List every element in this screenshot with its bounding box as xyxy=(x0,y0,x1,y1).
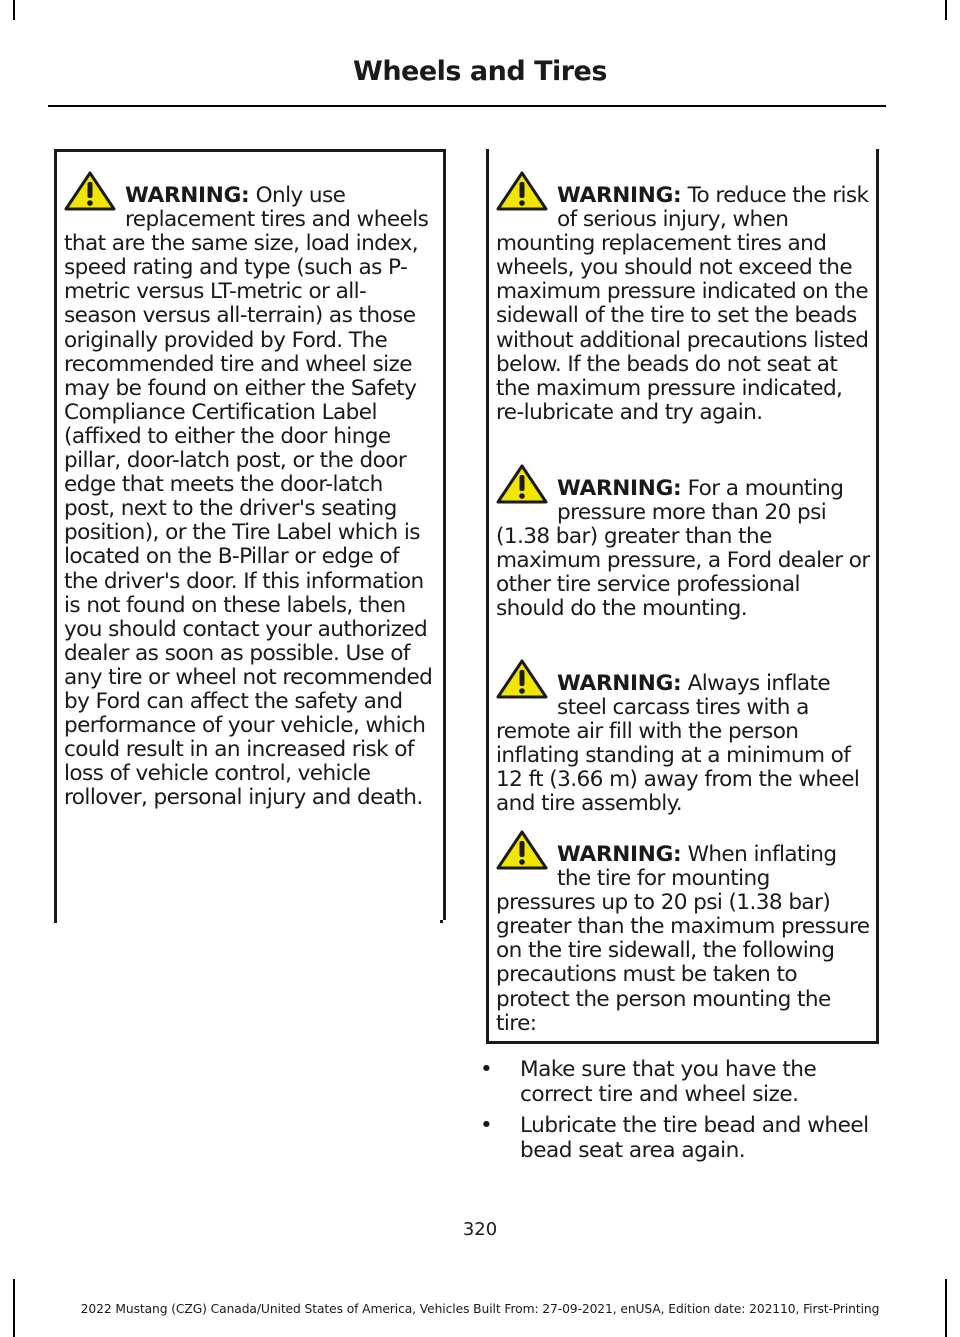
crop-mark-top-right xyxy=(945,0,947,20)
warning-triangle-icon xyxy=(496,171,548,211)
warning-triangle-icon xyxy=(64,171,116,211)
warning-text: To reduce the risk of serious injury, when mounting replacement tires and wheels, you should not exceed the maximum pressure indicated on the sidewall of the tire to set the beads without additional precautions listed below. If the beads do not seat at the maximum pressure indicated, re-lubricate and try again. xyxy=(496,183,869,425)
page-title: Wheels and Tires xyxy=(353,56,607,87)
warning-label: WARNING: xyxy=(557,671,682,696)
warning-text: Only use replacement tires and wheels that are the same size, load index, speed rating and type (such as P-metric versus LT-metric or all-season versus all-terrain) as those originally provided by Ford. The recommended tire and wheel size may be found on either the Safety Compliance Certification Label (affixed to either the door hinge pillar, door-latch post, or the door edge that meets the door-latch post, next to the driver's seating position), or the Tire Label which is located on the B-Pillar or edge of the driver's door. If this information is not found on these labels, then you should contact your authorized dealer as soon as possible. Use of any tire or wheel not recommended by Ford can affect the safety and performance of your vehicle, which could result in an increased risk of loss of vehicle control, vehicle rollover, personal injury and death. xyxy=(64,183,433,811)
page-footer: 2022 Mustang (CZG) Canada/United States of America, Vehicles Built From: 27-09-2021, enUSA, Edition date: 202110, First-Printing xyxy=(80,1302,880,1316)
precautions-list xyxy=(476,1058,876,1170)
warning-label: WARNING: xyxy=(557,183,682,208)
warning-text: For a mounting pressure more than 20 psi (1.38 bar) greater than the maximum pressure, a Ford dealer or other tire service professional should do the mounting. xyxy=(496,476,870,622)
warning-triangle-icon xyxy=(496,830,548,870)
list-item: • Make sure that you have the correct tire and wheel size. xyxy=(476,1058,876,1107)
right-warning-4 xyxy=(496,843,870,1036)
crop-mark-top-left xyxy=(13,0,15,20)
list-item: • Lubricate the tire bead and wheel bead seat area again. xyxy=(476,1114,876,1163)
left-warning-box-bottom-right xyxy=(440,920,443,923)
right-warning-1 xyxy=(496,184,870,425)
left-warning xyxy=(64,184,438,810)
warning-text: When inflating the tire for mounting pressures up to 20 psi (1.38 bar) greater than the maximum pressure on the tire sidewall, the following precautions must be taken to protect the person mounting the tire: xyxy=(496,842,870,1036)
warning-label: WARNING: xyxy=(125,183,250,208)
left-warning-box-bottom xyxy=(54,920,57,923)
warning-triangle-icon xyxy=(496,464,548,504)
right-warning-3 xyxy=(496,672,870,817)
warning-label: WARNING: xyxy=(557,476,682,501)
warning-triangle-icon xyxy=(496,659,548,699)
title-divider xyxy=(48,105,886,107)
right-warning-box-bottom xyxy=(486,1041,879,1044)
warning-text: Always inflate steel carcass tires with a remote air fill with the person inflating standing at a minimum of 12 ft (3.66 m) away from the wheel and tire assembly. xyxy=(496,671,860,817)
right-warning-2 xyxy=(496,477,870,622)
warning-label: WARNING: xyxy=(557,842,682,867)
page-number: 320 xyxy=(462,1219,498,1240)
